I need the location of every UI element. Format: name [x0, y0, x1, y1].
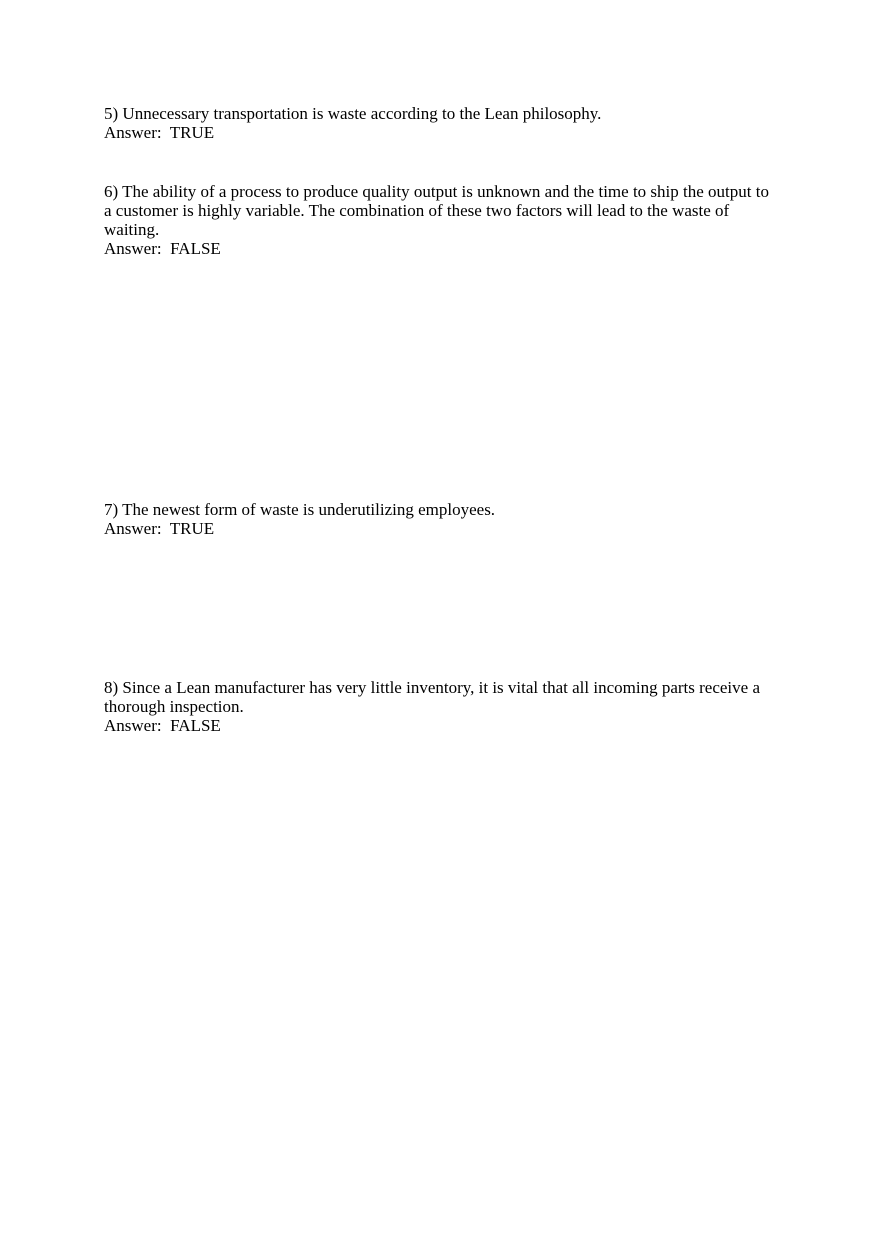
question-7 — [104, 500, 780, 538]
question-7-answer: Answer: TRUE — [104, 519, 215, 538]
question-5 — [104, 104, 780, 142]
question-8 — [104, 678, 780, 735]
question-8-answer: Answer: FALSE — [104, 716, 221, 735]
question-6-text: 6) The ability of a process to produce quality output is unknown and the time to ship the output to a customer is highly variable. The combination of these two factors will lead to the waste of waiting. — [104, 182, 769, 239]
question-8-text: 8) Since a Lean manufacturer has very little inventory, it is vital that all incoming parts receive a thorough inspection. — [104, 678, 760, 716]
question-5-answer: Answer: TRUE — [104, 123, 215, 142]
question-7-text: 7) The newest form of waste is underutilizing employees. — [104, 500, 496, 519]
question-6 — [104, 182, 780, 258]
question-6-answer: Answer: FALSE — [104, 239, 221, 258]
question-5-text: 5) Unnecessary transportation is waste according to the Lean philosophy. — [104, 104, 602, 123]
